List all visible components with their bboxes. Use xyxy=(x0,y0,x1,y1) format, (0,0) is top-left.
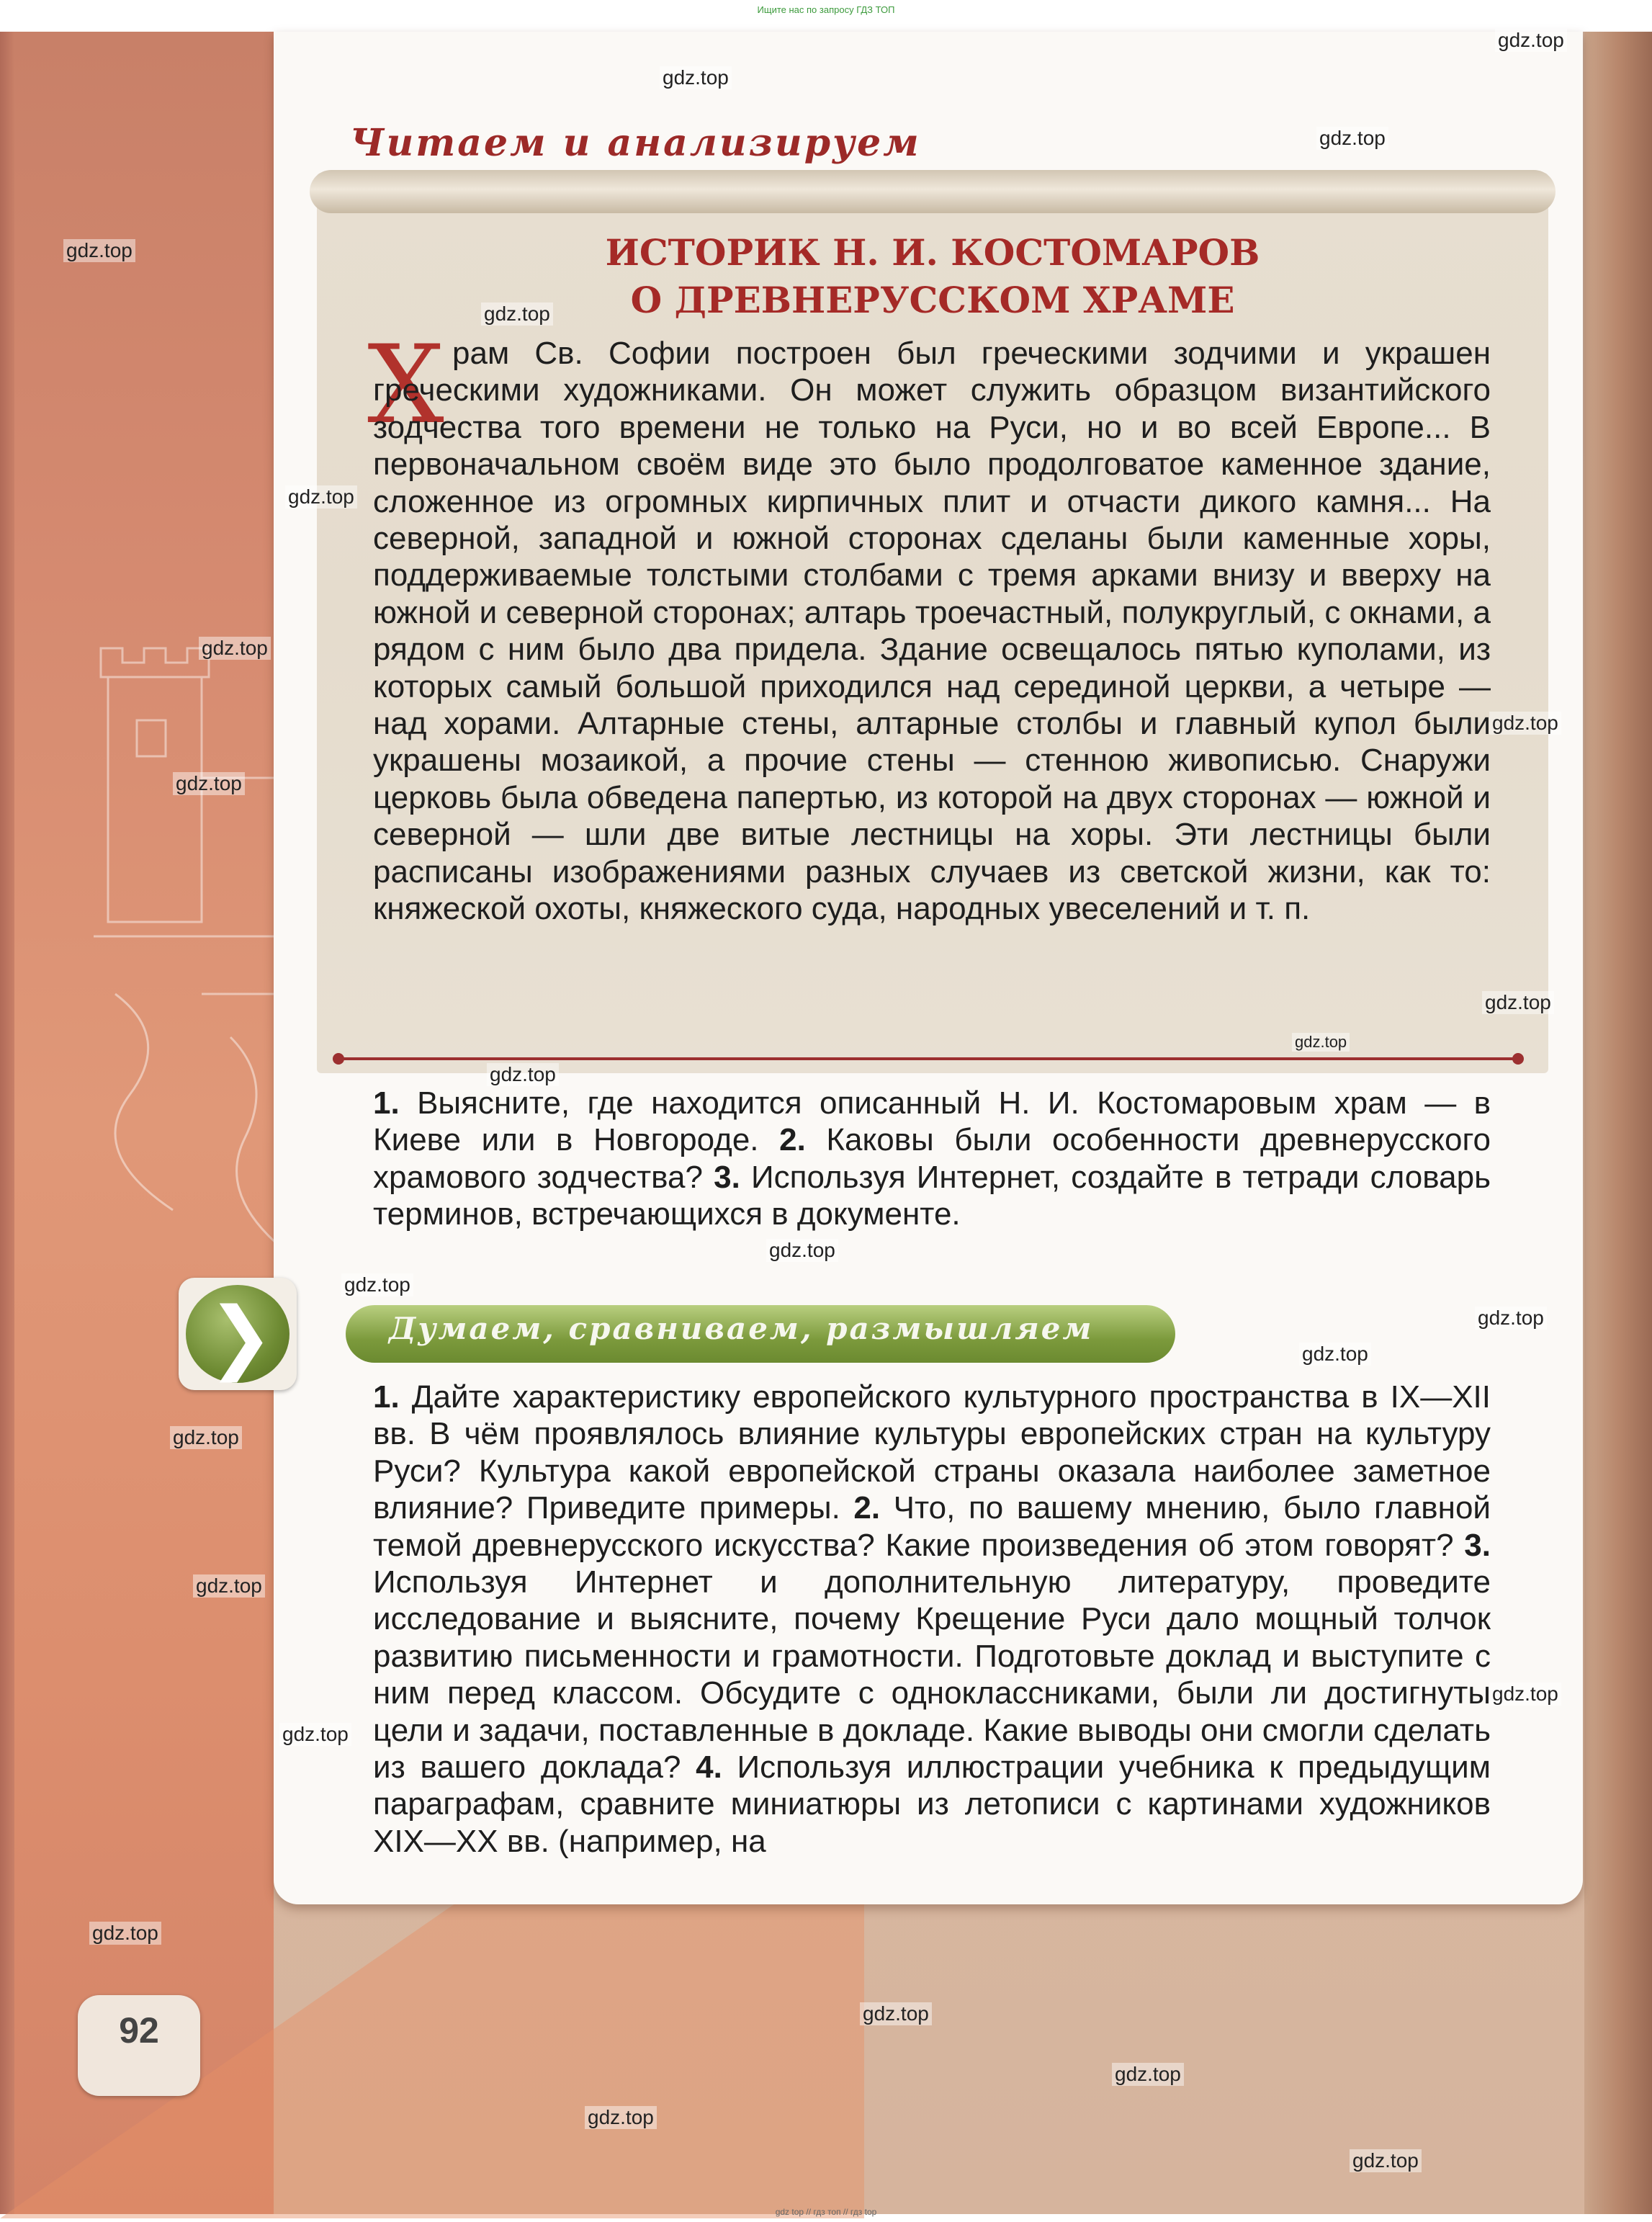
document-title-line2: О ДРЕВНЕРУССКОМ ХРАМЕ xyxy=(630,279,1235,321)
page-number: 92 xyxy=(119,2010,159,2051)
task-text: Используя иллюстрации учебника к предыдущим параграфам, сравните миниатюры из летописи с картинами художников XIX—XX вв. (например, на xyxy=(373,1750,1491,1859)
scroll-roll xyxy=(310,170,1556,213)
watermark: gdz.top xyxy=(173,772,245,795)
watermark: gdz.top xyxy=(1495,29,1567,52)
task-text: Что, по вашему мнению, было главной темой древнерусского искусства? Какие произведения об этом говорят? xyxy=(373,1490,1491,1563)
watermark: gdz.top xyxy=(1112,2063,1184,2086)
divider-dot-left xyxy=(333,1053,344,1065)
question-number: 2. xyxy=(779,1122,806,1158)
watermark: gdz.top xyxy=(1299,1343,1371,1366)
watermark: gdz.top xyxy=(193,1574,265,1598)
watermark: gdz.top xyxy=(1489,1683,1561,1706)
question-number: 3. xyxy=(714,1159,740,1195)
watermark: gdz.top xyxy=(279,1723,351,1746)
question-text: Используя Интернет, создайте в тетради словарь терминов, встречающихся в документе. xyxy=(373,1159,1491,1232)
divider-dot-right xyxy=(1512,1053,1524,1065)
watermark: gdz.top xyxy=(660,66,732,89)
dropcap-letter: Х xyxy=(367,323,444,448)
watermark: gdz.top xyxy=(285,485,357,509)
watermark: gdz.top xyxy=(860,2002,932,2025)
header-note: Ищите нас по запросу ГДЗ ТОП xyxy=(757,4,895,15)
section-title: Читаем и анализируем xyxy=(350,121,921,165)
watermark: gdz.top xyxy=(1475,1307,1547,1330)
question-text: Каковы были особенности древнерусского храмового зодчества? xyxy=(373,1122,1491,1195)
watermark: gdz.top xyxy=(1482,991,1554,1014)
task-number: 1. xyxy=(373,1379,400,1415)
document-title-line1: ИСТОРИК Н. И. КОСТОМАРОВ xyxy=(605,231,1260,274)
watermark: gdz.top xyxy=(63,239,135,262)
watermark: gdz.top xyxy=(199,637,271,660)
think-section-title: Думаем, сравниваем, размышляем xyxy=(389,1311,1094,1346)
document-text: рам Св. Софии построен был греческими зодчими и украшен греческими художниками. Он может служить образцом византийского зодчества того времени не только на Руси, но и во всей Европе... В первоначальном своём виде это было продолговатое каменное здание, сложенное из огромных кирпичных плит и отчасти дикого камня... На северной, западной и южной сторонах сделаны были каменные хоры, поддерживаемые толстыми столбами с тремя арками внизу и вверху на южной и северной сторонах; алтарь троечастный, полукруглый, с окнами, а рядом с ним было два придела. Здание освещалось пятью куполами, из которых самый большой приходился над серединой церкви, а четыре — над хорами. Алтарные стены, алтарные столбы и главный купол были украшены мозаикой, а прочие стены — стенною живописью. Снаружи церковь была обведена папертью, из которой на двух сторонах — южной и северной — шли две витые лестницы на хоры. Эти лестницы были расписаны изображениями разных случаев из светской жизни, как то: княжеской охоты, княжеского суда, народных увеселений и т. п. xyxy=(373,336,1491,927)
task-number: 3. xyxy=(1464,1527,1491,1563)
divider-line xyxy=(338,1057,1517,1060)
watermark: gdz.top xyxy=(1350,2149,1422,2172)
watermark: gdz.top xyxy=(341,1273,413,1296)
task-text: Дайте характеристику европейского культурного пространства в IX—XII вв. В чём проявлялось влияние культуры европейских стран на культуру Руси? Культура какой европейской страны оказала наиболее заметное влияние? Приведите примеры. xyxy=(373,1379,1491,1526)
watermark: gdz.top xyxy=(1489,712,1561,735)
right-page-edge xyxy=(1584,32,1652,2214)
document-questions xyxy=(373,1085,1491,1233)
watermark: gdz.top xyxy=(1292,1033,1350,1052)
think-tasks xyxy=(373,1379,1491,1860)
question-text: Выясните, где находится описанный Н. И. Костомаровым храм — в Киеве или в Новгороде. xyxy=(373,1085,1491,1158)
chevron-right-icon: ❯ xyxy=(207,1290,274,1382)
watermark: gdz.top xyxy=(766,1239,838,1262)
task-number: 2. xyxy=(853,1490,881,1526)
watermark: gdz.top xyxy=(89,1922,161,1945)
question-number: 1. xyxy=(373,1085,400,1121)
watermark: gdz.top xyxy=(487,1063,559,1086)
task-number: 4. xyxy=(696,1750,722,1786)
task-text: Используя Интернет и дополнительную литературу, проведите исследование и выясните, почему Крещение Руси дало мощный толчок развитию письменности и грамотности. Подготовьте доклад и выступите с ним перед классом. Обсудите с одноклассниками, были ли достигнуты цели и задачи, поставленные в докладе. Какие выводы они смогли сделать из вашего доклада? xyxy=(373,1564,1491,1786)
watermark: gdz.top xyxy=(481,303,553,326)
watermark: gdz.top xyxy=(585,2106,657,2129)
watermark: gdz.top xyxy=(170,1426,242,1449)
watermark: gdz.top xyxy=(1316,127,1388,150)
footer-note: gdz top // гдз топ // гдз top xyxy=(775,2207,877,2217)
